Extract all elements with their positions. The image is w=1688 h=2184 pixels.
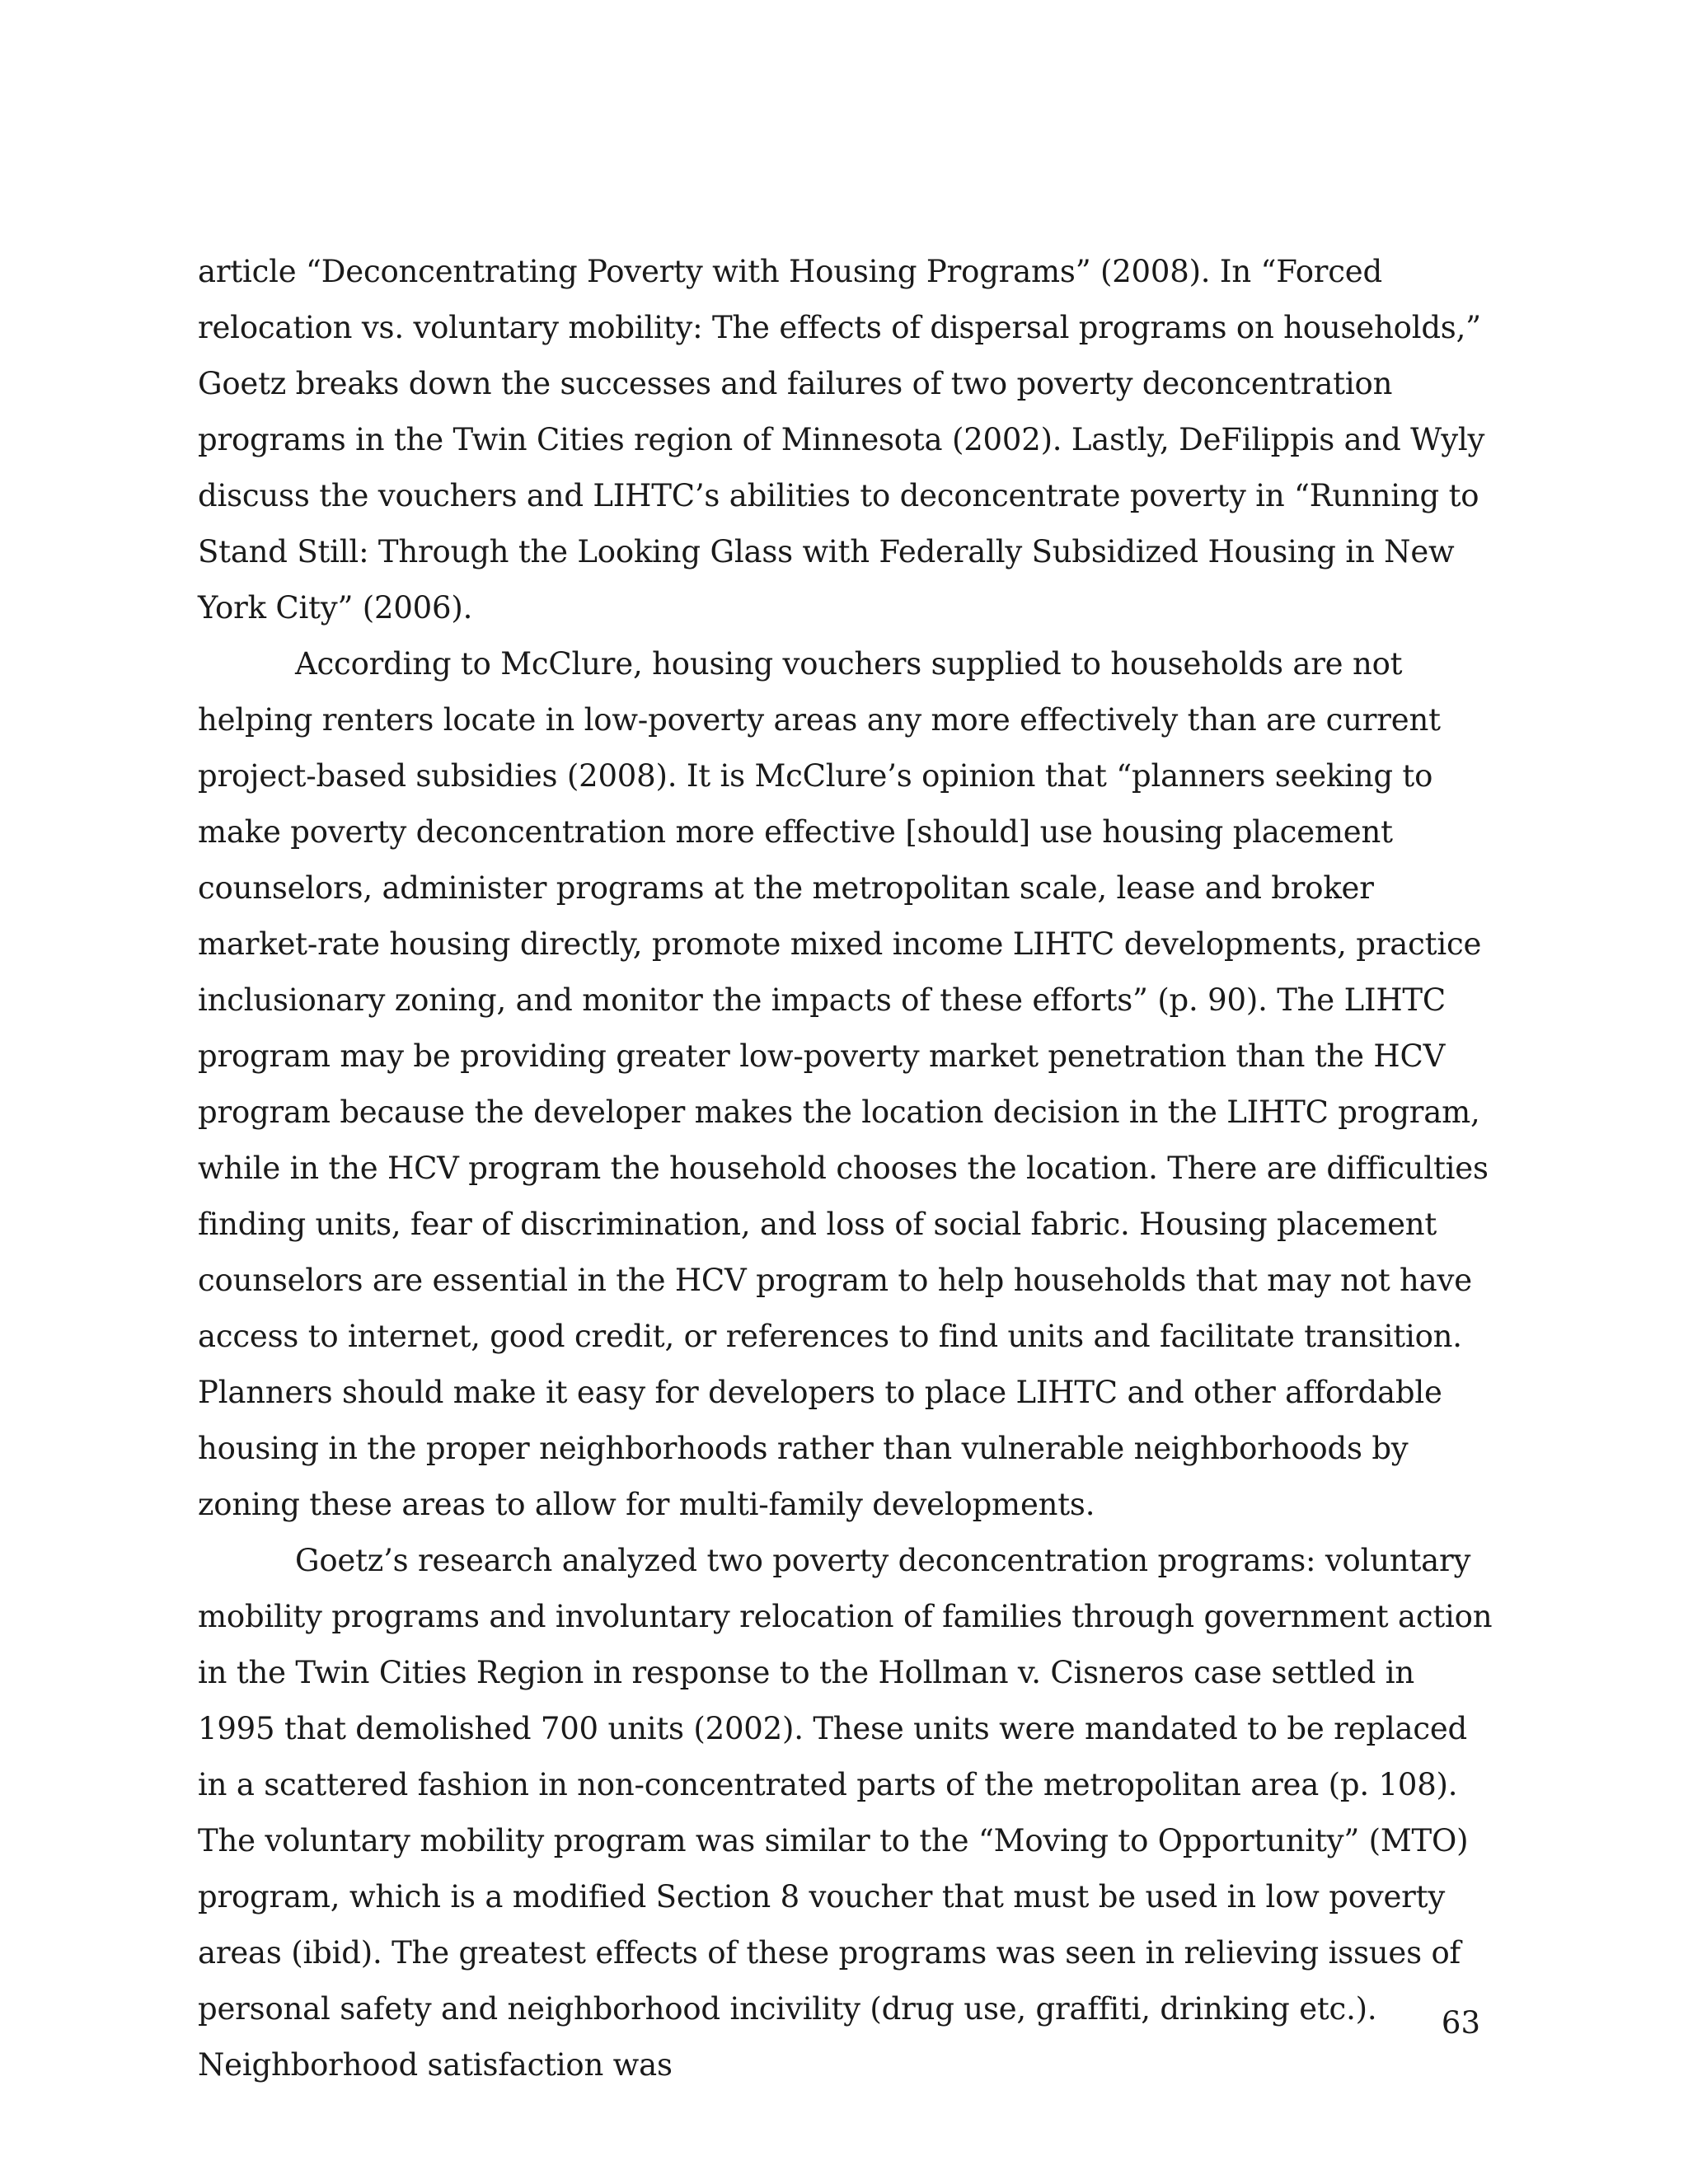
page-number: 63 xyxy=(1441,2005,1480,2041)
paragraph-3: Goetz’s research analyzed two poverty deconcentration programs: voluntary mobility programs and involuntary relocation of families through government action in the Twin Cities Region in response to the Hollman v. Cisneros case settled in 1995 that demolished 700 units (2002). These units were mandated to be replaced in a scattered fashion in non-concentrated parts of the metropolitan area (p. 108). The voluntary mobility program was similar to the “Moving to Opportunity” (MTO) program, which is a modified Section 8 voucher that must be used in low poverty areas (ibid). The greatest effects of these programs was seen in relieving issues of personal safety and neighborhood incivility (drug use, graffiti, drinking etc.). Neighborhood satisfaction was xyxy=(198,1543,1493,2083)
paragraph-1: article “Deconcentrating Poverty with Housing Programs” (2008). In “Forced relocation vs. voluntary mobility: The effects of dispersal programs on households,” Goetz breaks down the successes and failures of two poverty deconcentration programs in the Twin Cities region of Minnesota (2002). Lastly, DeFilippis and Wyly discuss the vouchers and LIHTC’s abilities to deconcentrate poverty in “Running to Stand Still: Through the Looking Glass with Federally Subsidized Housing in New York City” (2006). xyxy=(198,254,1485,626)
body-text xyxy=(198,244,1500,2093)
paragraph-2: According to McClure, housing vouchers supplied to households are not helping renters locate in low-poverty areas any more effectively than are current project-based subsidies (2008). It is McClure’s opinion that “planners seeking to make poverty deconcentration more effective [should] use housing placement counselors, administer programs at the metropolitan scale, lease and broker market-rate housing directly, promote mixed income LIHTC developments, practice inclusionary zoning, and monitor the impacts of these efforts” (p. 90). The LIHTC program may be providing greater low-poverty market penetration than the HCV program because the developer makes the location decision in the LIHTC program, while in the HCV program the household chooses the location. There are difficulties finding units, fear of discrimination, and loss of social fabric. Housing placement counselors are essential in the HCV program to help households that may not have access to internet, good credit, or references to find units and facilitate transition. Planners should make it easy for developers to place LIHTC and other affordable housing in the proper neighborhoods rather than vulnerable neighborhoods by zoning these areas to allow for multi-family developments. xyxy=(198,646,1489,1522)
